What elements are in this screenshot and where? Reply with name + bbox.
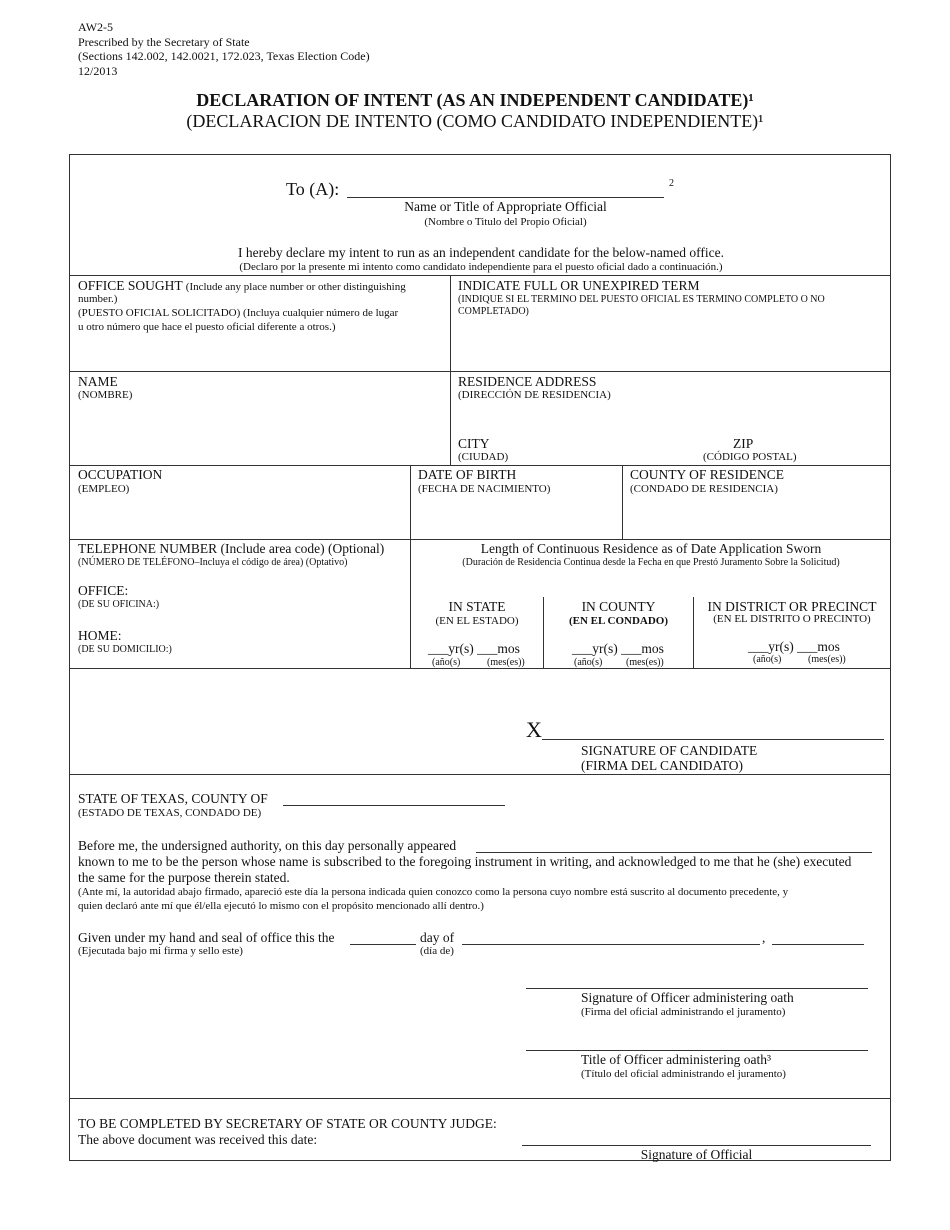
day-of-label: day of <box>420 930 455 945</box>
officer-title-caption: Title of Officer administering oath³ <box>581 1052 772 1067</box>
in-county-label: IN COUNTY <box>581 599 656 614</box>
office-sought-note-es: (Incluya cualquier número de lugar <box>243 307 399 319</box>
notary-county-field[interactable] <box>283 805 505 806</box>
office-phone-label: OFFICE: <box>78 583 129 598</box>
official-name-caption: Name or Title of Appropriate Official <box>404 199 607 214</box>
received-date-label: The above document was received this date: <box>78 1132 318 1147</box>
official-name-caption-es: (Nombre o Titulo del Propio Oficial) <box>424 216 587 228</box>
official-name-field[interactable] <box>347 197 664 198</box>
in-district-label-es: (EN EL DISTRITO O PRECINTO) <box>713 613 871 625</box>
official-signature-line[interactable] <box>522 1145 871 1146</box>
in-county-months: ___mos <box>621 641 664 656</box>
known-statement-es: (Ante mí, la autoridad abajo firmado, apareció este día la persona indicada quien conozco como la persona cuyo nombre está suscrito al documento precedente, y <box>78 886 789 898</box>
candidate-signature-caption: SIGNATURE OF CANDIDATE <box>581 743 758 758</box>
in-district-label: IN DISTRICT OR PRECINCT <box>707 599 877 614</box>
in-county-label-es: (EN EL CONDADO) <box>568 615 668 627</box>
declaration-form <box>69 154 891 1161</box>
office-sought-label: OFFICE SOUGHT <box>78 278 183 293</box>
telephone-label: TELEPHONE NUMBER (Include area code) (Optional) <box>78 541 385 556</box>
city-label: CITY <box>458 436 490 451</box>
day-field[interactable] <box>350 944 416 945</box>
name-label: NAME <box>78 374 118 389</box>
known-statement-2: the same for the purpose therein stated. <box>78 870 290 885</box>
candidate-signature-line[interactable] <box>542 739 884 740</box>
appeared-name-field[interactable] <box>476 852 872 853</box>
in-state-years: ___yr(s) <box>428 641 474 656</box>
residence-length-title: Length of Continuous Residence as of Date Application Sworn <box>480 541 822 556</box>
occupation-label: OCCUPATION <box>78 467 163 482</box>
office-phone-label-es: (DE SU OFICINA:) <box>78 599 160 610</box>
home-phone-label: HOME: <box>78 628 122 643</box>
form-title <box>0 90 950 132</box>
state-county-label-es: (ESTADO DE TEXAS, CONDADO DE) <box>78 807 262 819</box>
name-label-es: (NOMBRE) <box>78 389 133 401</box>
declaration-statement: I hereby declare my intent to run as an independent candidate for the below-named office. <box>238 245 724 260</box>
form-id: AW2-5 <box>78 20 114 34</box>
given-statement: Given under my hand and seal of office this the <box>78 930 335 945</box>
dob-label-es: (FECHA DE NACIMIENTO) <box>418 483 551 495</box>
in-state-months: ___mos <box>477 641 520 656</box>
term-label: INDICATE FULL OR UNEXPIRED TERM <box>458 278 700 293</box>
form-header <box>78 20 370 78</box>
in-county-months-es: (mes(es)) <box>626 657 664 668</box>
office-sought-note-es-2: u otro número que hace el puesto oficial diferente a otros.) <box>78 321 336 333</box>
month-field[interactable] <box>462 944 760 945</box>
signature-x-mark: X <box>526 717 542 742</box>
officer-title-caption-es: (Título del oficial administrando el juramento) <box>581 1068 786 1080</box>
in-state-label: IN STATE <box>448 599 506 614</box>
in-county-years: ___yr(s) <box>572 641 618 656</box>
in-state-years-es: (año(s) <box>432 657 461 668</box>
county-label: COUNTY OF RESIDENCE <box>630 467 785 482</box>
code-sections: (Sections 142.002, 142.0021, 172.023, Texas Election Code) <box>78 49 370 63</box>
zip-label-es: (CÓDIGO POSTAL) <box>703 451 797 463</box>
appeared-statement: Before me, the undersigned authority, on this day personally appeared <box>78 838 457 853</box>
officer-signature-caption: Signature of Officer administering oath <box>581 990 794 1005</box>
telephone-label-es: (NÚMERO DE TELÉFONO–Incluya el código de área) (Optativo) <box>78 557 348 568</box>
officer-signature-caption-es: (Firma del oficial administrando el juramento) <box>581 1006 786 1018</box>
secretary-instruction: TO BE COMPLETED BY SECRETARY OF STATE OR COUNTY JUDGE: <box>78 1116 497 1131</box>
in-district-years: ___yr(s) <box>748 639 794 654</box>
date-comma: , <box>762 930 766 945</box>
occupation-label-es: (EMPLEO) <box>78 483 130 495</box>
footnote-2: 2 <box>669 178 674 189</box>
in-district-months: ___mos <box>797 639 840 654</box>
officer-signature-line[interactable] <box>526 988 868 989</box>
residence-length-title-es: (Duración de Residencia Continua desde la Fecha en que Prestó Juramento Sobre la Solicitud) <box>462 557 840 568</box>
declaration-statement-es: (Declaro por la presente mi intento como candidato independiente para el puesto oficial dado a continuación.) <box>239 261 723 273</box>
officer-title-line[interactable] <box>526 1050 868 1051</box>
in-state-months-es: (mes(es)) <box>487 657 525 668</box>
known-statement: known to me to be the person whose name is subscribed to the foregoing instrument in writing, and acknowledged to me that he (she) executed <box>78 854 852 869</box>
office-sought-label-es: (PUESTO OFICIAL SOLICITADO) <box>78 307 241 319</box>
in-county-years-es: (año(s) <box>574 657 603 668</box>
residence-label-es: (DIRECCIÓN DE RESIDENCIA) <box>458 389 611 401</box>
term-label-es: (INDIQUE SI EL TERMINO DEL PUESTO OFICIAL ES TERMINO COMPLETO O NO <box>458 294 825 305</box>
in-district-years-es: (año(s) <box>753 654 782 665</box>
to-label: To (A): <box>286 179 340 199</box>
zip-label: ZIP <box>733 436 754 451</box>
city-label-es: (CIUDAD) <box>458 451 509 463</box>
dob-label: DATE OF BIRTH <box>418 467 517 482</box>
term-label-es-2: COMPLETADO) <box>458 306 529 317</box>
prescribed-by: Prescribed by the Secretary of State <box>78 34 250 49</box>
county-label-es: (CONDADO DE RESIDENCIA) <box>630 483 778 495</box>
in-district-months-es: (mes(es)) <box>808 654 846 665</box>
residence-label: RESIDENCE ADDRESS <box>458 374 597 389</box>
year-field[interactable] <box>772 944 864 945</box>
in-state-label-es: (EN EL ESTADO) <box>435 615 519 627</box>
official-signature-caption: Signature of Official <box>640 1147 753 1162</box>
known-statement-es-2: quien declaró ante mí que él/ella ejecutó lo mismo con el propósito mencionado allí dentro.) <box>78 900 484 912</box>
office-sought-note: (Include any place number or other distinguishing <box>185 281 406 293</box>
title-spanish: (DECLARACION DE INTENTO (COMO CANDIDATO INDEPENDIENTE)¹ <box>186 111 764 131</box>
state-county-label: STATE OF TEXAS, COUNTY OF <box>78 791 268 806</box>
candidate-signature-caption-es: (FIRMA DEL CANDIDATO) <box>581 758 743 773</box>
given-statement-es: (Ejecutada bajo mi firma y sello este) <box>78 945 243 957</box>
home-phone-label-es: (DE SU DOMICILIO:) <box>78 644 172 655</box>
title-english: DECLARATION OF INTENT (AS AN INDEPENDENT CANDIDATE)¹ <box>196 90 754 110</box>
office-sought-note-2: number.) <box>78 293 118 305</box>
day-of-label-es: (día de) <box>420 945 454 957</box>
form-date: 12/2013 <box>78 63 118 78</box>
